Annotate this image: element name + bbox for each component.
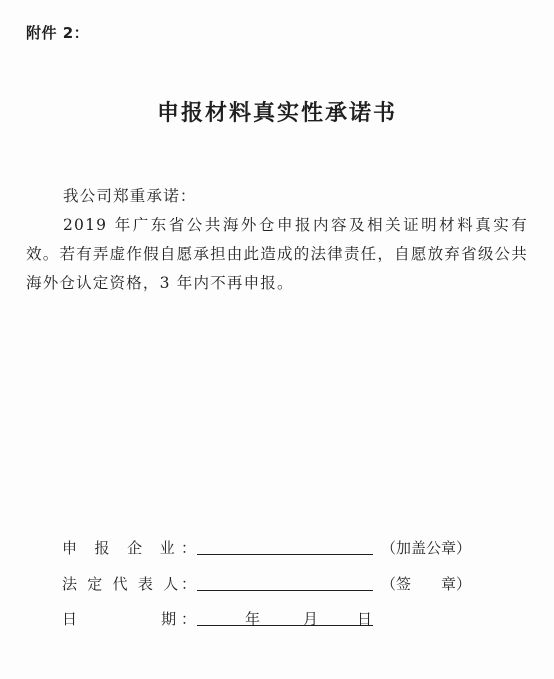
date-row (62, 608, 482, 630)
legal-rep-label: 法 定 代 表 人： (62, 575, 196, 593)
date-month-label: 月 (303, 610, 319, 628)
attachment-label: 附件 2： (26, 24, 90, 42)
commitment-intro: 我公司郑重承诺： (63, 187, 197, 205)
date-label: 日 期： (62, 610, 196, 628)
date-year-label: 年 (245, 610, 261, 628)
company-seal-note: （加盖公章） (381, 539, 472, 557)
company-signature-line[interactable] (197, 554, 373, 555)
company-signature-row (62, 537, 482, 559)
legal-rep-signature-row (62, 573, 482, 595)
company-label: 申 报 企 业： (62, 539, 196, 557)
date-fields (197, 608, 373, 628)
commitment-body (26, 182, 528, 298)
commitment-paragraph: 2019 年广东省公共海外仓申报内容及相关证明材料真实有效。若有弄虚作假自愿承担由此造成的法律责任，自愿放弃省级公共海外仓认定资格，3 年内不再申报。 (26, 216, 528, 292)
document-title: 申报材料真实性承诺书 (156, 101, 397, 126)
legal-rep-seal-note: （签 章） (381, 575, 472, 593)
legal-rep-signature-line[interactable] (197, 590, 373, 591)
date-day-label: 日 (357, 610, 373, 628)
